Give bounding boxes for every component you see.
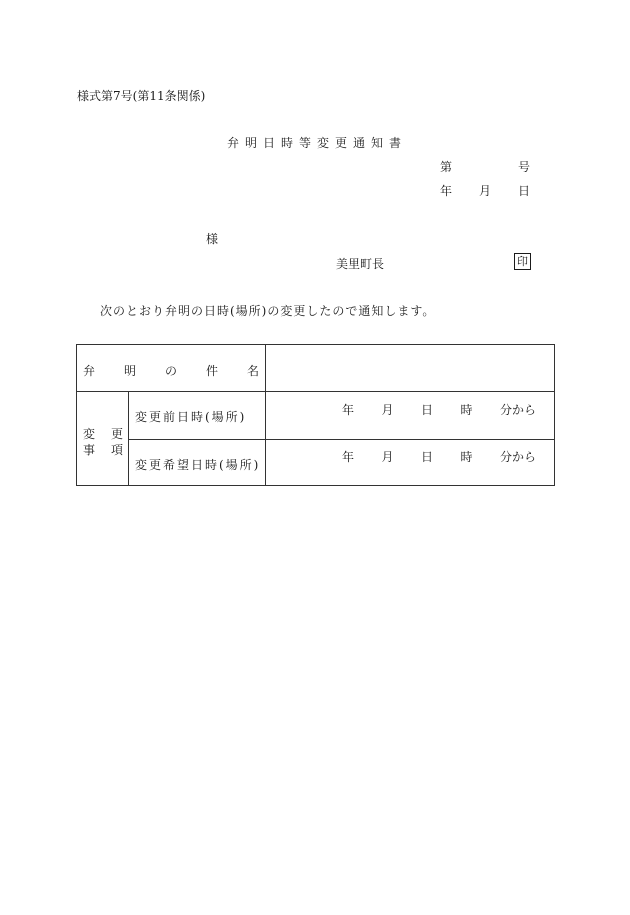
case-name-char: の [164, 364, 177, 378]
case-name-char: 件 [205, 364, 218, 378]
minute-from-unit: 分から [499, 450, 536, 464]
change-items-char: 変 [83, 427, 96, 441]
change-items-char: 事 [83, 443, 96, 457]
table-column-divider [265, 344, 266, 486]
form-number-label: 様式第7号(第11条関係) [77, 89, 206, 103]
case-name-label [83, 362, 259, 379]
hour-unit: 時 [460, 450, 473, 464]
document-number-prefix: 第 [440, 160, 453, 174]
case-name-char: 名 [246, 364, 259, 378]
sender-title: 美里町長 [336, 257, 385, 271]
requested-datetime-label: 変更希望日時(場所) [135, 458, 261, 472]
day-unit: 日 [420, 403, 433, 417]
hour-unit: 時 [460, 403, 473, 417]
table-row-divider [76, 391, 555, 392]
requested-datetime-field[interactable] [342, 448, 536, 465]
table-row-divider [128, 439, 555, 440]
before-change-datetime-field[interactable] [342, 401, 536, 418]
change-items-label-line1 [83, 425, 123, 442]
addressee-honorific: 様 [206, 232, 219, 246]
date-day-label: 日 [518, 184, 531, 198]
year-unit: 年 [342, 450, 355, 464]
before-change-datetime-label: 変更前日時(場所) [135, 410, 247, 424]
change-items-char: 更 [110, 427, 123, 441]
year-unit: 年 [342, 403, 355, 417]
day-unit: 日 [420, 450, 433, 464]
month-unit: 月 [381, 403, 394, 417]
change-items-label-line2 [83, 441, 123, 458]
case-name-char: 明 [123, 364, 136, 378]
month-unit: 月 [381, 450, 394, 464]
table-column-divider [128, 391, 129, 486]
date-year-label: 年 [440, 184, 453, 198]
minute-from-unit: 分から [499, 403, 536, 417]
case-name-char: 弁 [83, 364, 96, 378]
notice-body-text: 次のとおり弁明の日時(場所)の変更したので通知します。 [100, 304, 436, 318]
change-items-char: 項 [110, 443, 123, 457]
date-month-label: 月 [479, 184, 492, 198]
document-number-suffix: 号 [518, 160, 531, 174]
document-title: 弁明日時等変更通知書 [227, 136, 408, 150]
seal-mark: 印 [514, 253, 531, 270]
